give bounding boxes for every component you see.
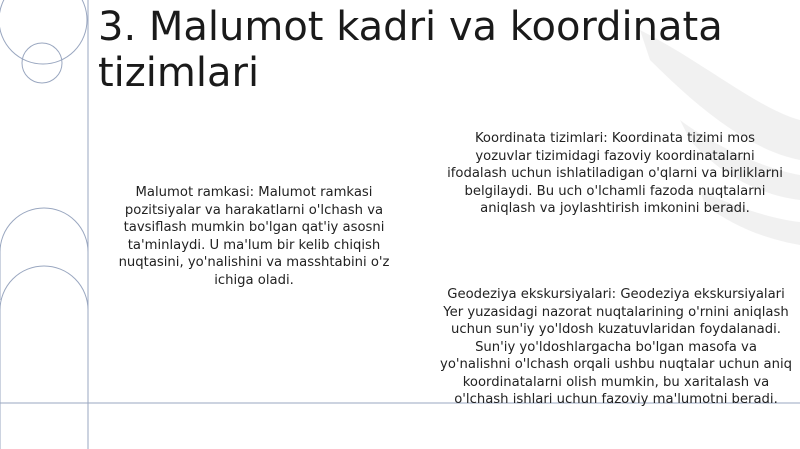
- text-block-geodeziya: Geodeziya ekskursiyalari: Geodeziya ekskursiyalari Yer yuzasidagi nazorat nuqtalarining o'rnini aniqlash uchun sun'iy yo'ldosh kuzatuvlaridan foydalanadi. Sun'iy yo'ldoshlargacha bo'lgan masofa va yo'nalishni o'lchash orqali ushbu nuqtalar uchun aniq koordinatalarni olish mumkin, bu xaritalash va o'lchash ishlari uchun fazoviy ma'lumotni beradi.: [440, 287, 792, 407]
- text-block-malumot-ramkasi: Malumot ramkasi: Malumot ramkasi pozitsiyalar va harakatlarni o'lchash va tavsiflash mumkin bo'lgan qat'iy asosni ta'minlaydi. U ma'lum bir kelib chiqish nuqtasini, yo'nalishini va masshtabini o'z ichiga oladi.: [118, 185, 390, 288]
- arch-upper: [0, 208, 88, 300]
- slide-title: 3. Malumot kadri va koordinata tizimlari: [98, 4, 723, 96]
- text-block-koordinata-tizimlari: Koordinata tizimlari: Koordinata tizimi mos yozuvlar tizimidagi fazoviy koordinatalarni ifodalash uchun ishlatiladigan o'qlarni va birliklarni belgilaydi. Bu uch o'lchamli fazoda nuqtalarni aniqlash va joylashtirish imkonini beradi.: [447, 131, 783, 216]
- circle-large: [0, 0, 87, 64]
- arch-lower: [0, 266, 88, 449]
- circle-small: [22, 43, 62, 83]
